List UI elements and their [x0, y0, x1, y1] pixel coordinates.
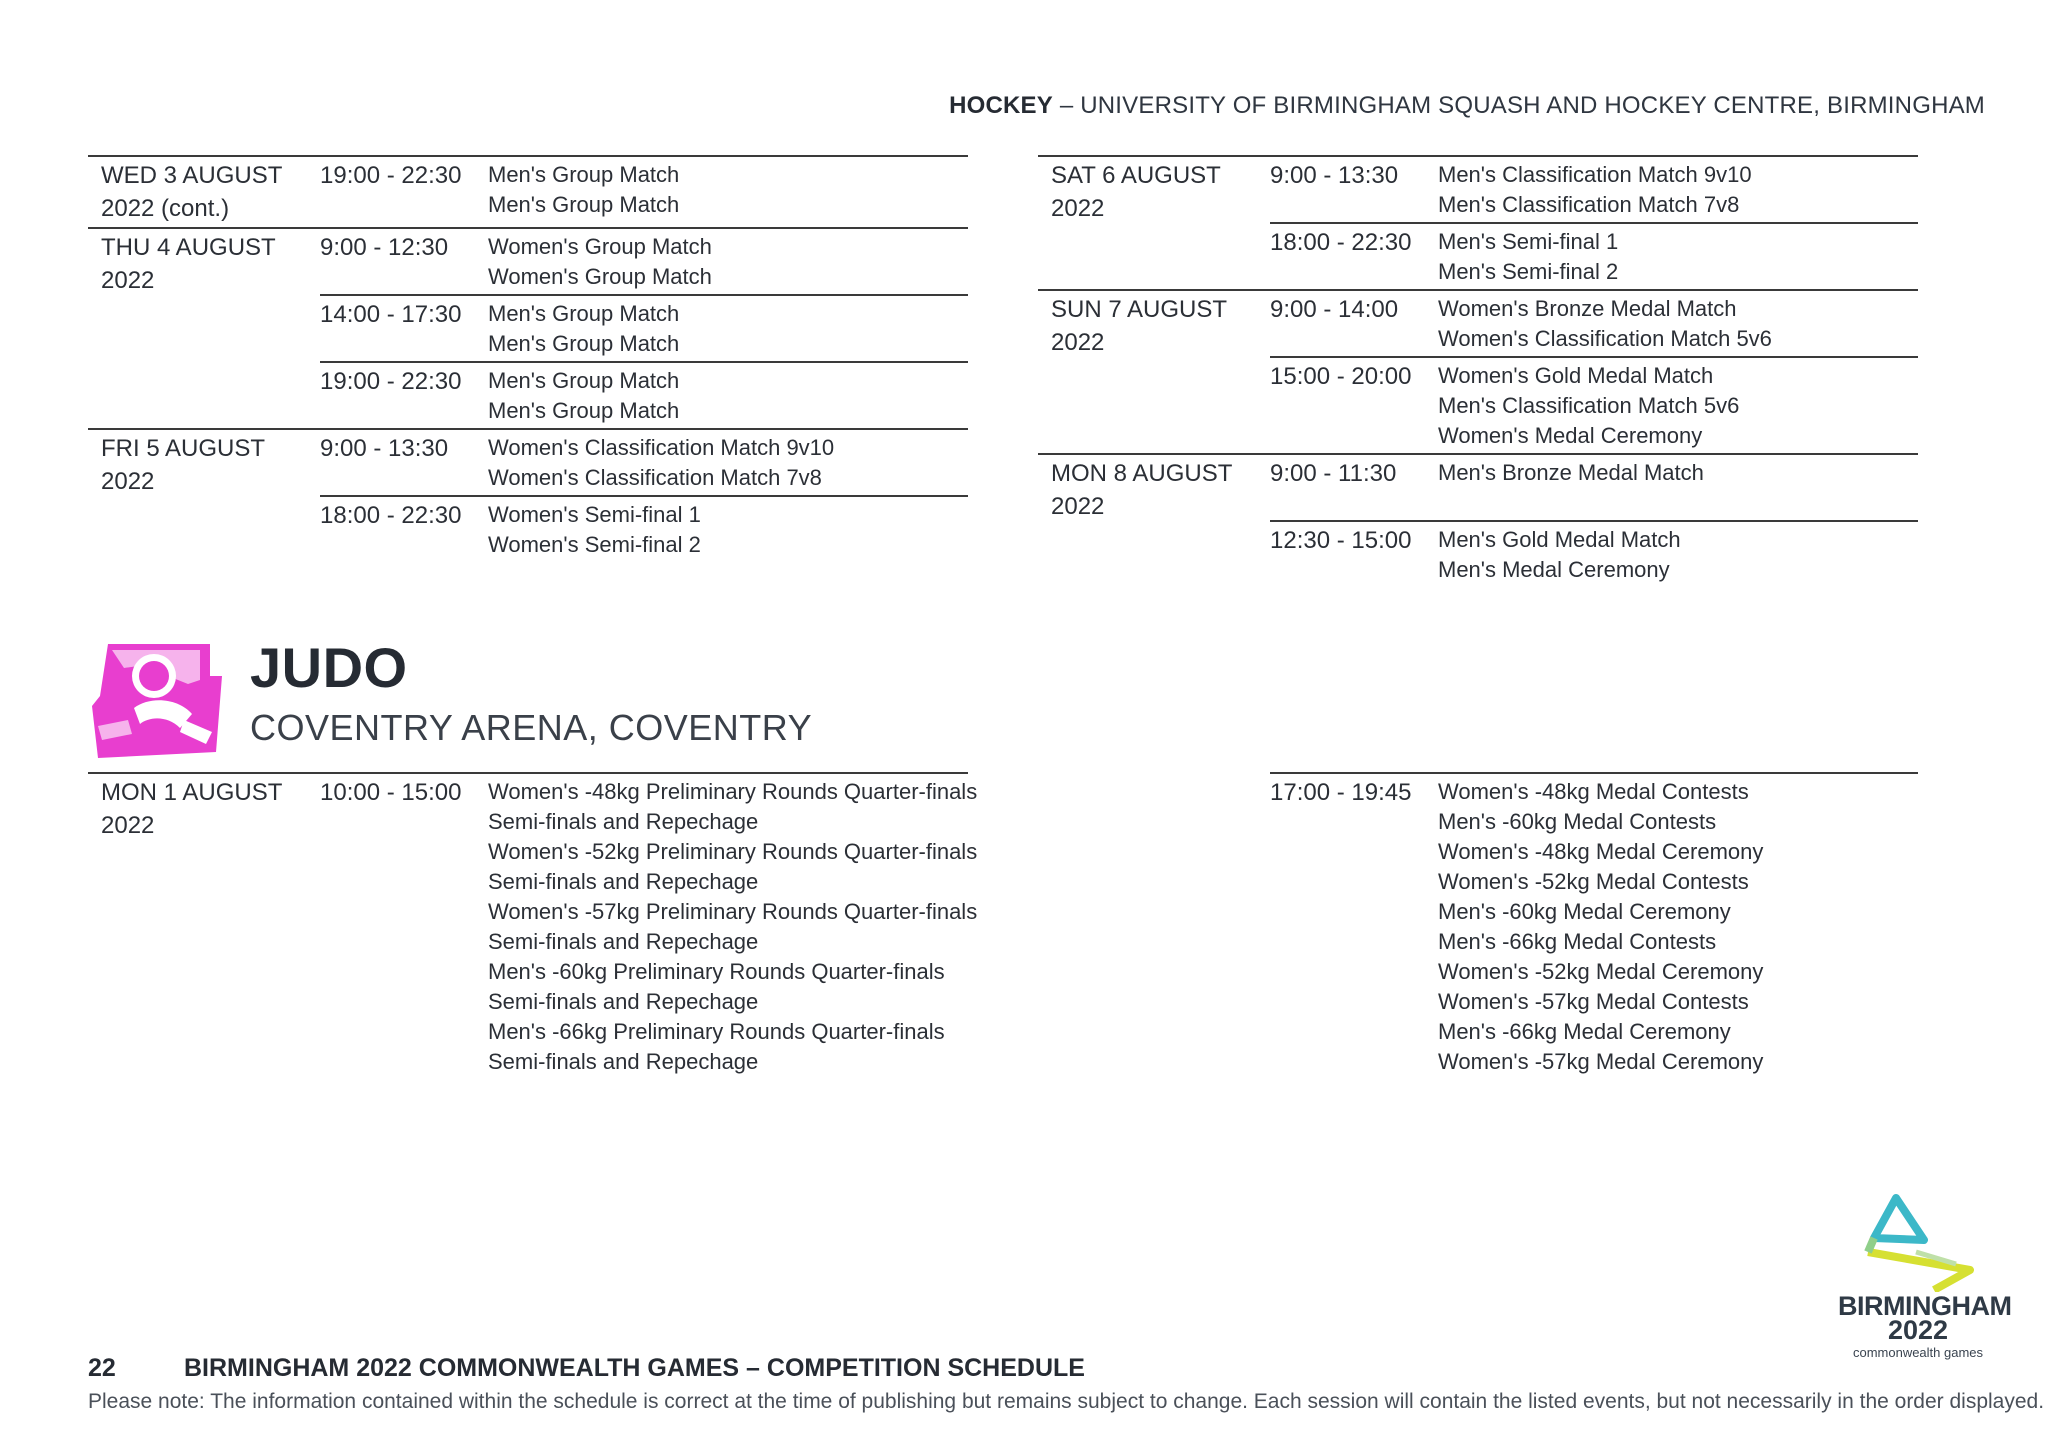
page-header: [949, 92, 1985, 120]
event-item: Women's -52kg Medal Contests: [1438, 869, 1749, 894]
event-item: Men's Bronze Medal Match: [1438, 460, 1704, 485]
session-time: 9:00 - 12:30: [320, 228, 488, 295]
session-date: MON 8 AUGUST 2022: [1038, 454, 1270, 587]
event-item: Women's Classification Match 7v8: [488, 465, 822, 490]
logo-text-commonwealth-games: commonwealth games: [1852, 1345, 1984, 1360]
schedule-session-row: [1038, 156, 1918, 223]
session-events: [1438, 357, 1918, 454]
session-time: 12:30 - 15:00: [1270, 521, 1438, 587]
page-number: 22: [88, 1354, 116, 1382]
event-item: Women's Semi-final 1: [488, 502, 701, 527]
footer-note: Please note: The information contained within the schedule is correct at the time of publishing but remains subject to change. Each session will contain the listed events, but not necessarily in the order displayed.: [88, 1390, 2045, 1413]
judo-title: JUDO: [250, 636, 408, 699]
schedule-session-row: [88, 228, 968, 295]
session-time: 17:00 - 19:45: [1270, 773, 1438, 1079]
event-item: Semi-finals and Repechage: [488, 989, 759, 1014]
session-events: [1438, 454, 1918, 521]
event-item: Men's -66kg Medal Contests: [1438, 929, 1717, 954]
schedule-session-row: [88, 156, 968, 228]
session-time: 19:00 - 22:30: [320, 362, 488, 429]
session-time: 14:00 - 17:30: [320, 295, 488, 362]
schedule-session-row: [1038, 454, 1918, 521]
event-item: Men's -66kg Medal Ceremony: [1438, 1019, 1731, 1044]
hockey-schedule-left: [88, 155, 968, 562]
session-events: [488, 295, 968, 362]
event-item: Semi-finals and Repechage: [488, 1049, 759, 1074]
event-item: Women's -52kg Preliminary Rounds Quarter-finals: [488, 839, 978, 864]
logo-text-birmingham: BIRMINGHAM: [1838, 1291, 2012, 1321]
event-item: Women's -57kg Medal Ceremony: [1438, 1049, 1764, 1074]
schedule-session-row: [88, 773, 968, 1079]
event-item: Men's Semi-final 2: [1438, 259, 1619, 284]
event-item: Men's Classification Match 5v6: [1438, 393, 1740, 418]
event-item: Men's Gold Medal Match: [1438, 527, 1681, 552]
event-item: Women's Group Match: [488, 234, 712, 259]
event-item: Men's -60kg Preliminary Rounds Quarter-finals: [488, 959, 945, 984]
session-time: 9:00 - 13:30: [1270, 156, 1438, 223]
session-time: 9:00 - 14:00: [1270, 290, 1438, 357]
birmingham-2022-logo: [1838, 1192, 2012, 1382]
schedule-session-row: [1038, 290, 1918, 357]
judo-schedule-left: [88, 772, 978, 1079]
event-item: Men's Group Match: [488, 301, 680, 326]
event-item: Women's -48kg Medal Ceremony: [1438, 839, 1764, 864]
event-item: Men's Group Match: [488, 192, 680, 217]
session-date: FRI 5 AUGUST 2022: [88, 429, 320, 562]
session-events: [1438, 521, 1918, 587]
event-item: Men's -60kg Medal Contests: [1438, 809, 1717, 834]
hockey-schedule-right: [1038, 155, 1918, 587]
event-item: Men's Classification Match 9v10: [1438, 162, 1752, 187]
session-date: SUN 7 AUGUST 2022: [1038, 290, 1270, 454]
session-time: 18:00 - 22:30: [1270, 223, 1438, 290]
event-item: Women's Semi-final 2: [488, 532, 701, 557]
session-date: [1038, 773, 1270, 1079]
session-events: [1438, 773, 1918, 1079]
header-sport: HOCKEY: [949, 92, 1053, 119]
logo-text-2022: 2022: [1887, 1315, 1949, 1345]
event-item: Women's Medal Ceremony: [1438, 423, 1703, 448]
session-time: 10:00 - 15:00: [320, 773, 488, 1079]
session-time: 18:00 - 22:30: [320, 496, 488, 562]
session-date: THU 4 AUGUST 2022: [88, 228, 320, 429]
event-item: Women's -48kg Preliminary Rounds Quarter-finals: [488, 779, 978, 804]
event-item: Women's Classification Match 5v6: [1438, 326, 1772, 351]
schedule-session-row: [1038, 773, 1918, 1079]
session-date: WED 3 AUGUST 2022 (cont.): [88, 156, 320, 228]
event-item: Men's Group Match: [488, 398, 680, 423]
event-item: Women's -57kg Preliminary Rounds Quarter-finals: [488, 899, 978, 924]
event-item: Semi-finals and Repechage: [488, 929, 759, 954]
event-item: Men's Medal Ceremony: [1438, 557, 1670, 582]
event-item: Semi-finals and Repechage: [488, 809, 759, 834]
session-time: 15:00 - 20:00: [1270, 357, 1438, 454]
session-events: [1438, 156, 1918, 223]
session-events: [488, 228, 968, 295]
judo-pictogram-icon: [88, 636, 224, 760]
schedule-session-row: [88, 429, 968, 496]
event-item: Men's Group Match: [488, 368, 680, 393]
header-venue: – UNIVERSITY OF BIRMINGHAM SQUASH AND HOCKEY CENTRE, BIRMINGHAM: [1052, 92, 1985, 119]
footer-schedule-title: BIRMINGHAM 2022 COMMONWEALTH GAMES – COMPETITION SCHEDULE: [184, 1354, 1085, 1382]
session-date: SAT 6 AUGUST 2022: [1038, 156, 1270, 290]
session-time: 9:00 - 13:30: [320, 429, 488, 496]
session-events: [1438, 223, 1918, 290]
event-item: Semi-finals and Repechage: [488, 869, 759, 894]
session-time: 9:00 - 11:30: [1270, 454, 1438, 521]
session-time: 19:00 - 22:30: [320, 156, 488, 228]
event-item: Women's -52kg Medal Ceremony: [1438, 959, 1764, 984]
event-item: Men's -66kg Preliminary Rounds Quarter-finals: [488, 1019, 945, 1044]
session-events: [488, 156, 968, 228]
logo-triangles-icon: [1838, 1192, 1998, 1292]
event-item: Women's Gold Medal Match: [1438, 363, 1714, 388]
event-item: Men's Semi-final 1: [1438, 229, 1619, 254]
session-events: [1438, 290, 1918, 357]
judo-schedule-right: [1038, 772, 1918, 1079]
session-events: [488, 429, 968, 496]
session-date: MON 1 AUGUST 2022: [88, 773, 320, 1079]
event-item: Men's -60kg Medal Ceremony: [1438, 899, 1731, 924]
event-item: Women's -48kg Medal Contests: [1438, 779, 1749, 804]
event-item: Men's Group Match: [488, 331, 680, 356]
event-item: Women's Group Match: [488, 264, 712, 289]
event-item: Women's Bronze Medal Match: [1438, 296, 1737, 321]
event-item: [1438, 488, 1918, 518]
event-item: Women's -57kg Medal Contests: [1438, 989, 1749, 1014]
event-item: Women's Classification Match 9v10: [488, 435, 835, 460]
event-item: Men's Classification Match 7v8: [1438, 192, 1740, 217]
session-events: [488, 496, 968, 562]
footer-title: [88, 1354, 1085, 1383]
judo-venue: COVENTRY ARENA, COVENTRY: [250, 707, 813, 748]
session-events: [488, 773, 978, 1079]
event-item: Men's Group Match: [488, 162, 680, 187]
session-events: [488, 362, 968, 429]
